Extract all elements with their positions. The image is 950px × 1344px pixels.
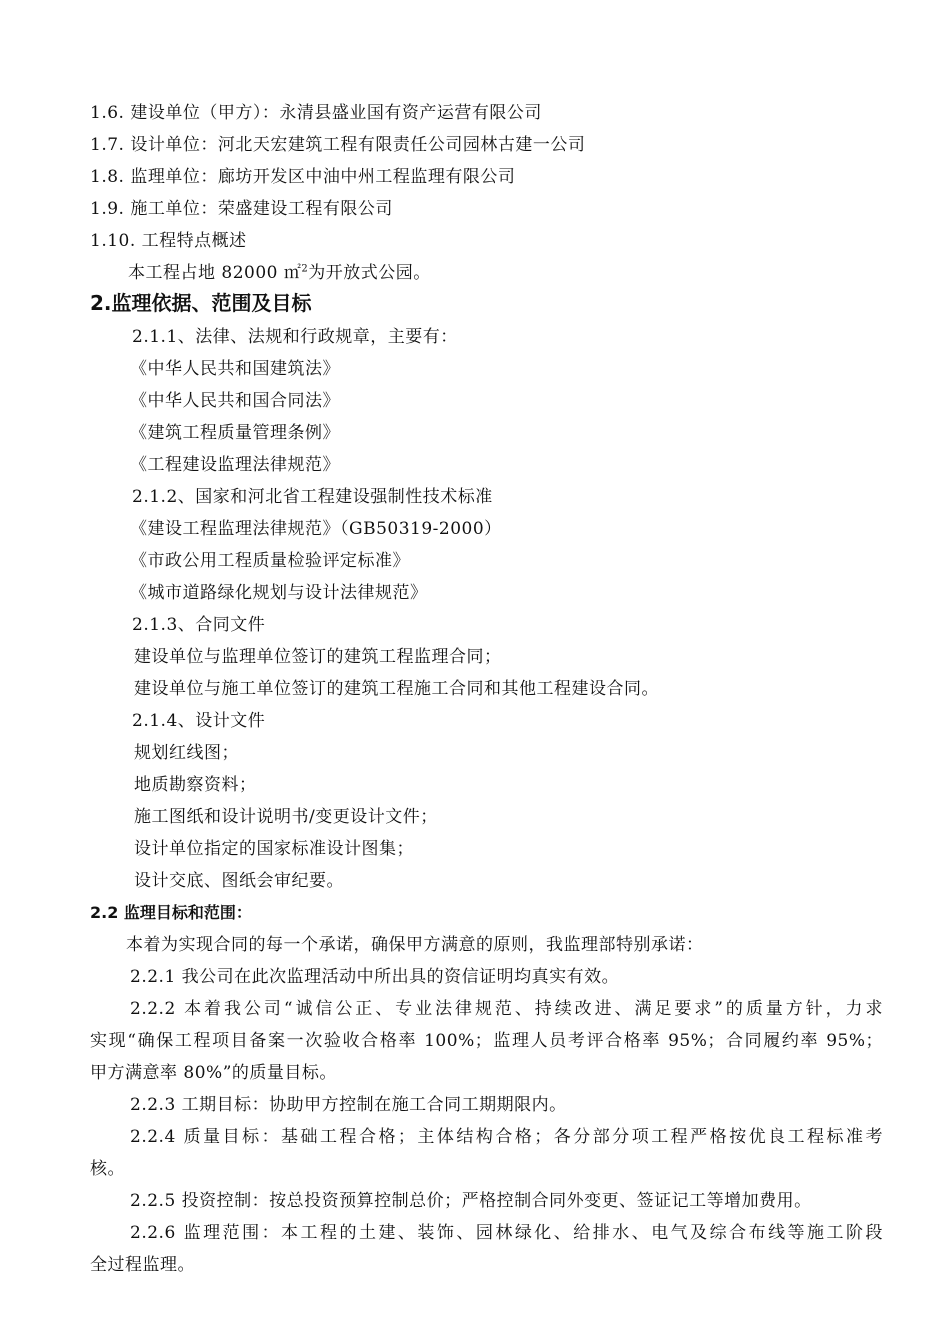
goal-2-2-5-investment: 2.2.5 投资控制：按总投资预算控制总价；严格控制合同外变更、签证记工等增加费用。: [130, 1191, 812, 1211]
law-item: 《工程建设监理法律规范》: [130, 455, 340, 475]
goal-2-2-4-quality: 2.2.4 质量目标：基础工程合格；主体结构合格；各分部分项工程严格按优良工程标准考: [130, 1127, 883, 1147]
item-1-6-construction-unit: 1.6. 建设单位（甲方）：永清县盛业国有资产运营有限公司: [90, 103, 542, 123]
goal-2-2-2-line1: 2.2.2 本着我公司“诚信公正、专业法律规范、持续改进、满足要求”的质量方针，力求: [130, 999, 883, 1019]
design-item: 施工图纸和设计说明书/变更设计文件；: [134, 807, 438, 827]
item-1-8-supervision-unit: 1.8. 监理单位：廊坊开发区中油中州工程监理有限公司: [90, 167, 516, 187]
law-item: 《建筑工程质量管理条例》: [130, 423, 340, 443]
laws-title: 2.1.1、法律、法规和行政规章，主要有：: [132, 327, 458, 347]
area-superscript: 2: [301, 263, 309, 275]
goal-2-2-2-line3: 甲方满意率 80%”的质量目标。: [90, 1063, 337, 1083]
design-item: 地质勘察资料；: [134, 775, 257, 795]
law-item: 《中华人民共和国建筑法》: [130, 359, 340, 379]
goal-2-2-2-line2: 实现“确保工程项目备案一次验收合格率 100%；监理人员考评合格率 95%；合同履约率 95%；: [90, 1031, 883, 1051]
area-text-prefix: 本工程占地 82000 ㎡: [128, 263, 302, 283]
section-2-2-heading: 2.2 监理目标和范围：: [90, 903, 252, 922]
standard-item: 《建设工程监理法律规范》（GB50319-2000）: [130, 519, 502, 539]
item-1-10-project-overview: 1.10. 工程特点概述: [90, 231, 247, 251]
item-1-7-design-unit: 1.7. 设计单位：河北天宏建筑工程有限责任公司园林古建一公司: [90, 135, 586, 155]
design-title: 2.1.4、设计文件: [132, 711, 266, 731]
goal-2-2-6-line2: 全过程监理。: [90, 1255, 195, 1275]
contract-item: 建设单位与监理单位签订的建筑工程监理合同；: [134, 647, 502, 667]
contracts-title: 2.1.3、合同文件: [132, 615, 266, 635]
contract-item: 建设单位与施工单位签订的建筑工程施工合同和其他工程建设合同。: [134, 679, 659, 699]
section-2-heading: 2.监理依据、范围及目标: [90, 291, 312, 315]
standard-item: 《市政公用工程质量检验评定标准》: [130, 551, 410, 571]
commitment-intro: 本着为实现合同的每一个承诺，确保甲方满意的原则，我监理部特别承诺：: [126, 935, 704, 955]
goal-2-2-6-scope: 2.2.6 监理范围：本工程的土建、装饰、园林绿化、给排水、电气及综合布线等施工阶段: [130, 1223, 883, 1243]
goal-2-2-4-line2: 核。: [90, 1159, 125, 1179]
item-1-9-builder-unit: 1.9. 施工单位：荣盛建设工程有限公司: [90, 199, 393, 219]
area-text-suffix: 为开放式公园。: [308, 263, 431, 283]
goal-2-2-3-schedule: 2.2.3 工期目标：协助甲方控制在施工合同工期期限内。: [130, 1095, 567, 1115]
law-item: 《中华人民共和国合同法》: [130, 391, 340, 411]
design-item: 设计交底、图纸会审纪要。: [134, 871, 344, 891]
standard-item: 《城市道路绿化规划与设计法律规范》: [130, 583, 428, 603]
goal-2-2-1: 2.2.1 我公司在此次监理活动中所出具的资信证明均真实有效。: [130, 967, 620, 987]
project-area-text: [128, 262, 431, 284]
design-item: 设计单位指定的国家标准设计图集；: [134, 839, 414, 859]
design-item: 规划红线图；: [134, 743, 239, 763]
standards-title: 2.1.2、国家和河北省工程建设强制性技术标准: [132, 487, 493, 507]
